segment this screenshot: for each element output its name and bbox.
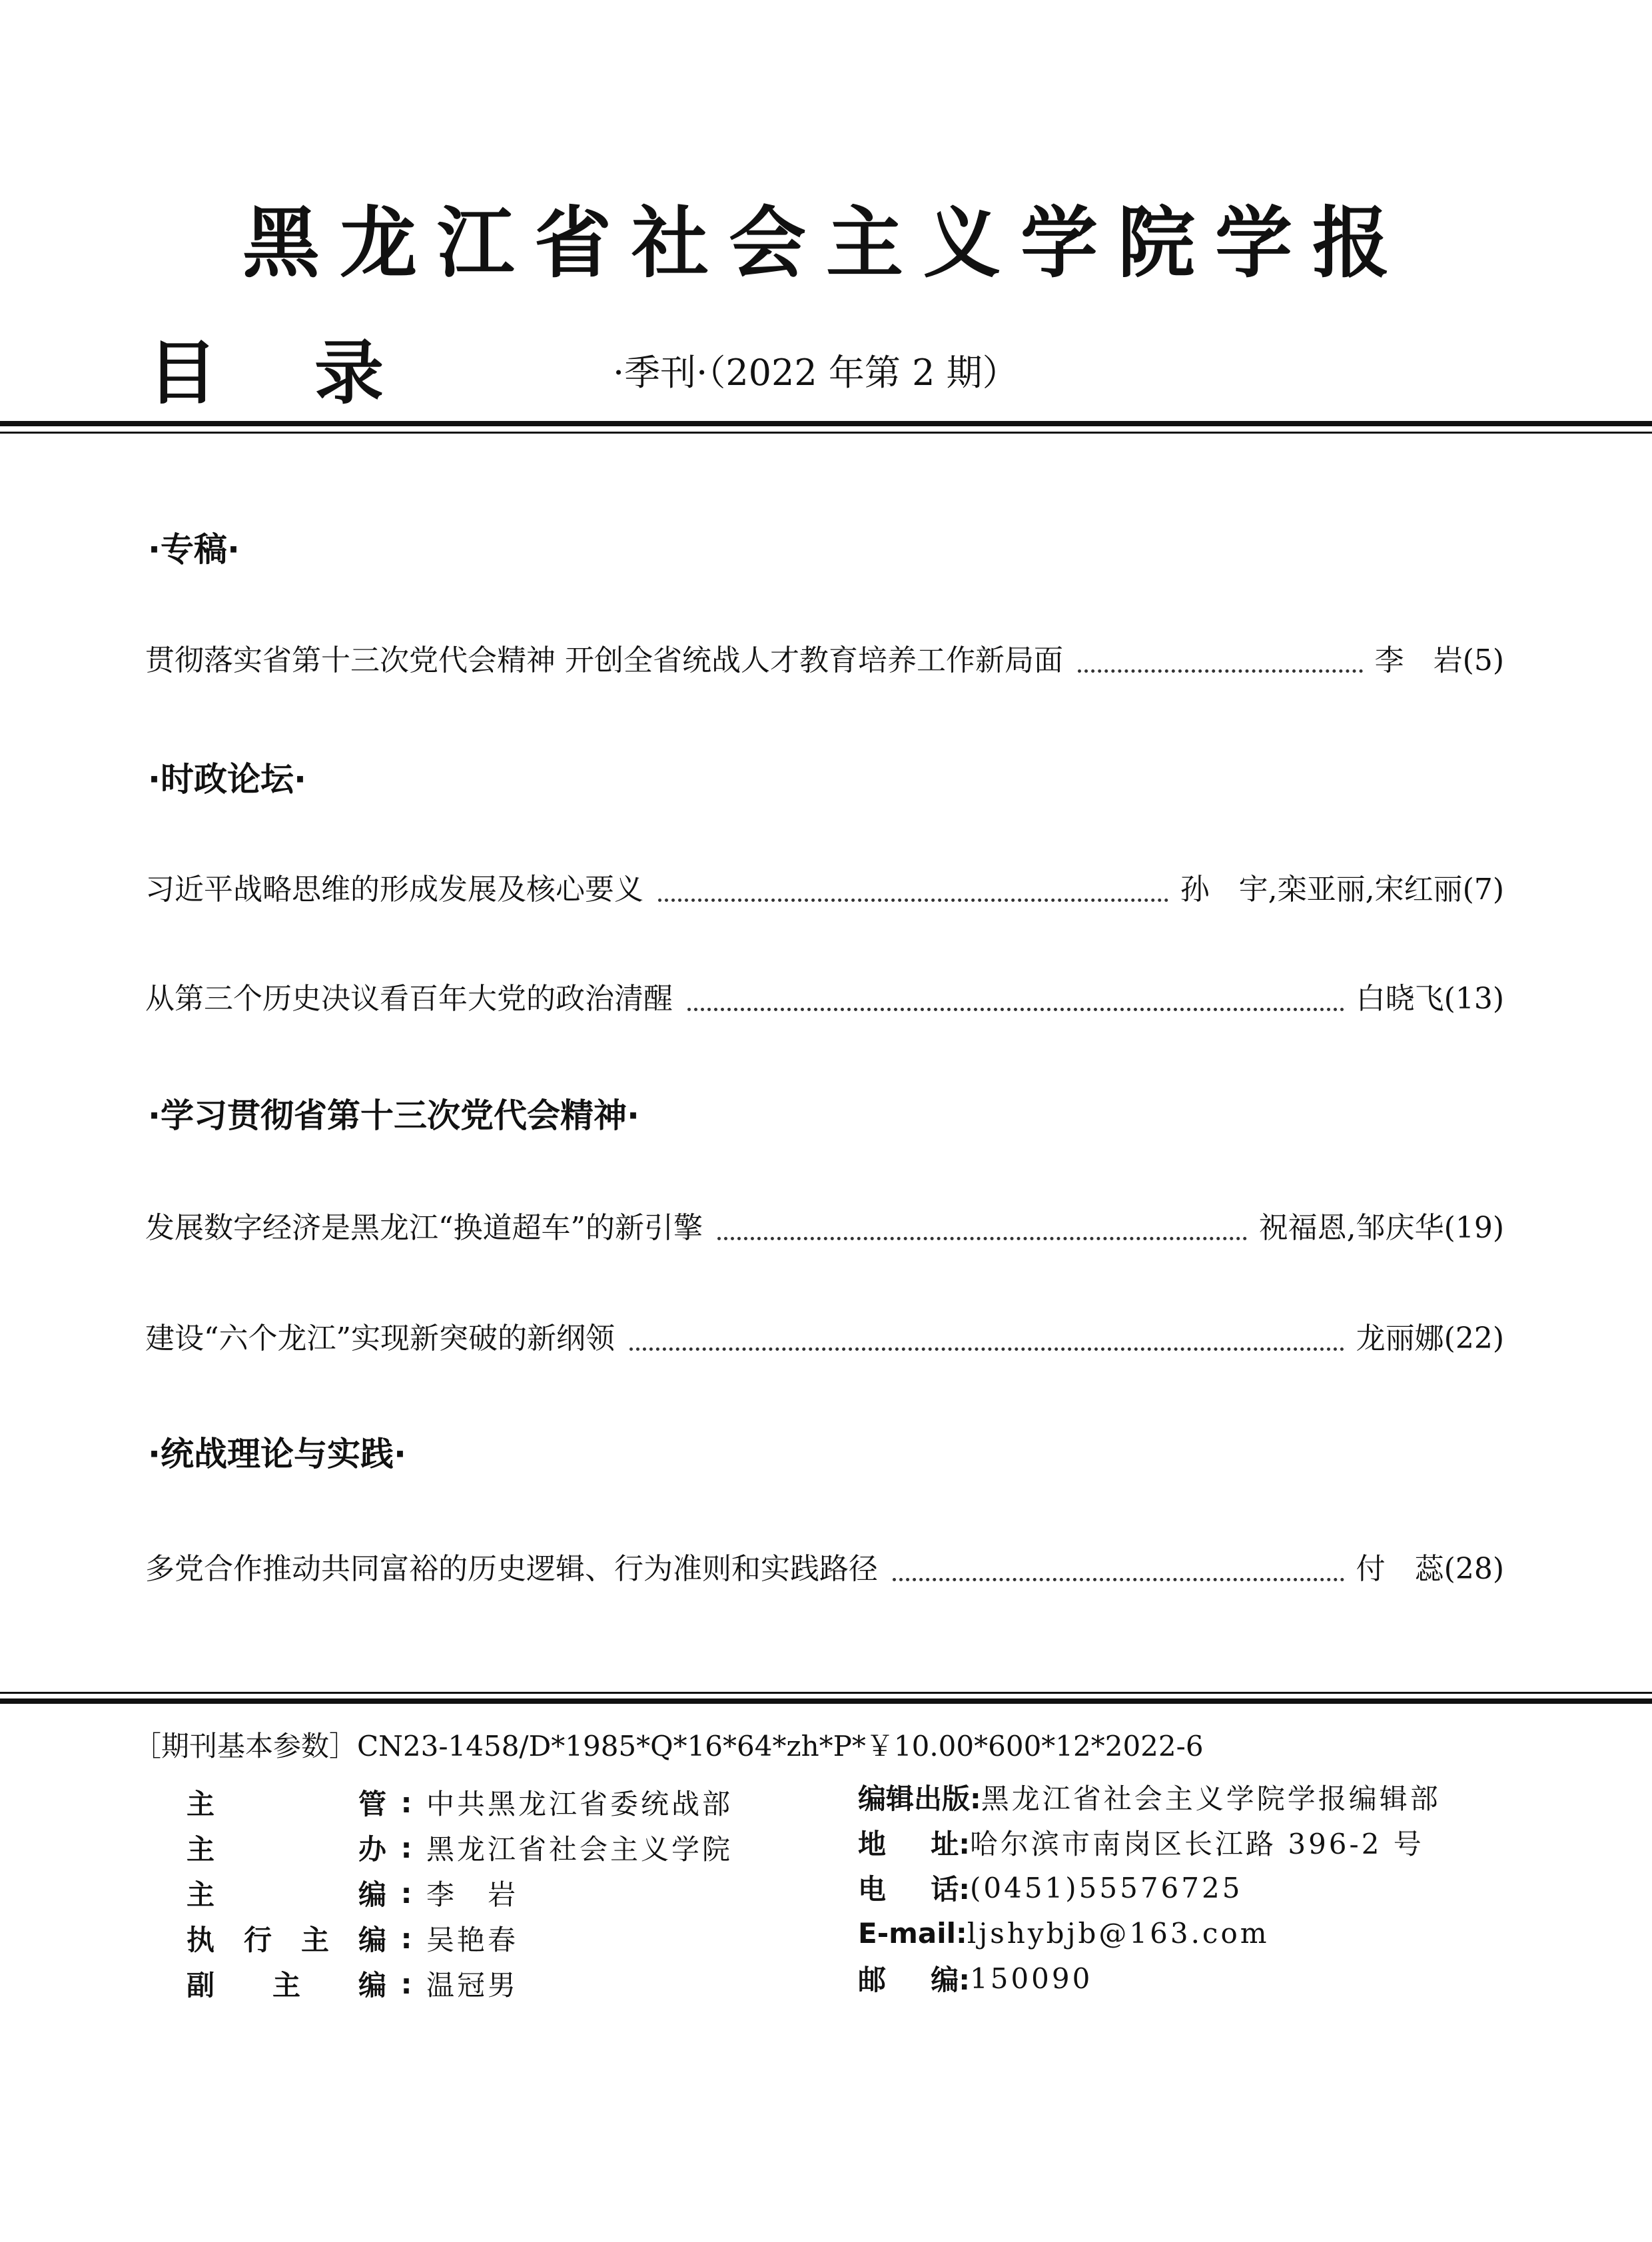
info-label: 主 办: [187, 1833, 386, 1866]
entry-author-page: 李 岩(5): [1374, 643, 1504, 677]
leader-dots: [1078, 669, 1363, 673]
leader-dots: [893, 1578, 1344, 1581]
toc-entry[interactable]: [145, 1543, 1504, 1596]
contents-heading-char-2: 录: [314, 332, 384, 414]
info-label: 副 主 编: [187, 1969, 386, 2002]
leader-dots: [629, 1347, 1344, 1351]
info-label: 编辑出版:: [858, 1782, 981, 1815]
info-label: 主 管: [187, 1788, 386, 1820]
journal-params: [133, 1726, 1204, 1766]
info-row-supervisor: [187, 1780, 733, 1825]
info-row-email: [858, 1910, 1441, 1956]
entry-title: 贯彻落实省第十三次党代会精神 开创全省统战人才教育培养工作新局面: [145, 643, 1063, 677]
info-colon: :: [400, 1967, 412, 2000]
section-heading: ·专稿·: [148, 530, 240, 569]
leader-dots: [658, 899, 1168, 902]
leader-dots: [687, 1008, 1344, 1011]
header-rule-thick: [0, 421, 1652, 426]
info-value: 吴艳春: [426, 1924, 519, 1956]
toc-entry[interactable]: [145, 634, 1504, 687]
info-value: 温冠男: [426, 1969, 519, 2002]
section-heading: ·统战理论与实践·: [148, 1435, 406, 1473]
info-label: 地 址:: [858, 1828, 970, 1860]
info-row-executive-editor: [187, 1916, 733, 1961]
info-value: 黑龙江省社会主义学院学报编辑部: [981, 1782, 1441, 1815]
header-rule-thin: [0, 432, 1652, 434]
section-heading: ·学习贯彻省第十三次党代会精神·: [148, 1096, 639, 1135]
info-colon: :: [400, 1831, 412, 1864]
footer-rule-thin: [0, 1692, 1652, 1694]
info-value: (0451)55576725: [970, 1871, 1243, 1904]
info-value: 150090: [970, 1962, 1093, 1995]
info-row-phone: [858, 1865, 1441, 1910]
entry-title: 发展数字经济是黑龙江“换道超车”的新引擎: [145, 1211, 703, 1245]
leader-dots: [717, 1237, 1247, 1240]
info-colon: :: [400, 1786, 412, 1819]
entry-author-page: 孙 宇,栾亚丽,宋红丽(7): [1180, 873, 1504, 907]
info-label: 邮 编:: [858, 1964, 970, 1996]
entry-author-page: 付 蕊(28): [1356, 1552, 1504, 1586]
info-row-deputy-editor: [187, 1961, 733, 2006]
entry-title: 习近平战略思维的形成发展及核心要义: [145, 873, 643, 907]
toc-entry[interactable]: [145, 1312, 1504, 1365]
issue-label: ·季刊·（2022 年第 2 期）: [613, 352, 1019, 394]
entry-author-page: 龙丽娜(22): [1356, 1321, 1504, 1355]
info-row-address: [858, 1820, 1441, 1865]
contents-heading-char-1: 目: [148, 332, 218, 414]
params-label: ［期刊基本参数］: [133, 1730, 358, 1762]
info-label: 主 编: [187, 1878, 386, 1911]
info-row-sponsor: [187, 1825, 733, 1870]
toc-entry[interactable]: [145, 1202, 1504, 1255]
info-label: E-mail:: [858, 1916, 967, 1950]
info-label: 电 话:: [858, 1873, 970, 1906]
info-label: 执 行 主 编: [187, 1924, 386, 1956]
toc-entry[interactable]: [145, 972, 1504, 1026]
info-colon: :: [400, 1922, 412, 1955]
section-heading: ·时政论坛·: [148, 760, 306, 799]
info-row-publisher: [858, 1774, 1441, 1820]
masthead-info-right: [858, 1774, 1441, 2001]
info-row-postcode: [858, 1956, 1441, 2001]
toc-entry[interactable]: [145, 863, 1504, 917]
entry-author-page: 祝福恩,邹庆华(19): [1258, 1211, 1504, 1245]
entry-author-page: 白晓飞(13): [1356, 982, 1504, 1016]
entry-title: 建设“六个龙江”实现新突破的新纲领: [145, 1321, 615, 1355]
info-value: 李 岩: [426, 1878, 519, 1911]
journal-title: 黑龙江省社会主义学院学报: [242, 198, 1410, 288]
email-link[interactable]: ljshybjb@163.com: [967, 1916, 1270, 1950]
info-row-editor-in-chief: [187, 1870, 733, 1916]
masthead-info-left: [187, 1780, 733, 2006]
entry-title: 多党合作推动共同富裕的历史逻辑、行为准则和实践路径: [145, 1552, 878, 1586]
params-value: CN23-1458/D*1985*Q*16*64*zh*P*￥10.00*600*12*2022-6: [357, 1730, 1204, 1762]
info-value: 哈尔滨市南岗区长江路 396-2 号: [970, 1828, 1424, 1860]
info-colon: :: [400, 1876, 412, 1910]
entry-title: 从第三个历史决议看百年大党的政治清醒: [145, 982, 673, 1016]
footer-rule-thick: [0, 1698, 1652, 1704]
info-value: 黑龙江省社会主义学院: [426, 1833, 733, 1866]
info-value: 中共黑龙江省委统战部: [426, 1788, 733, 1820]
